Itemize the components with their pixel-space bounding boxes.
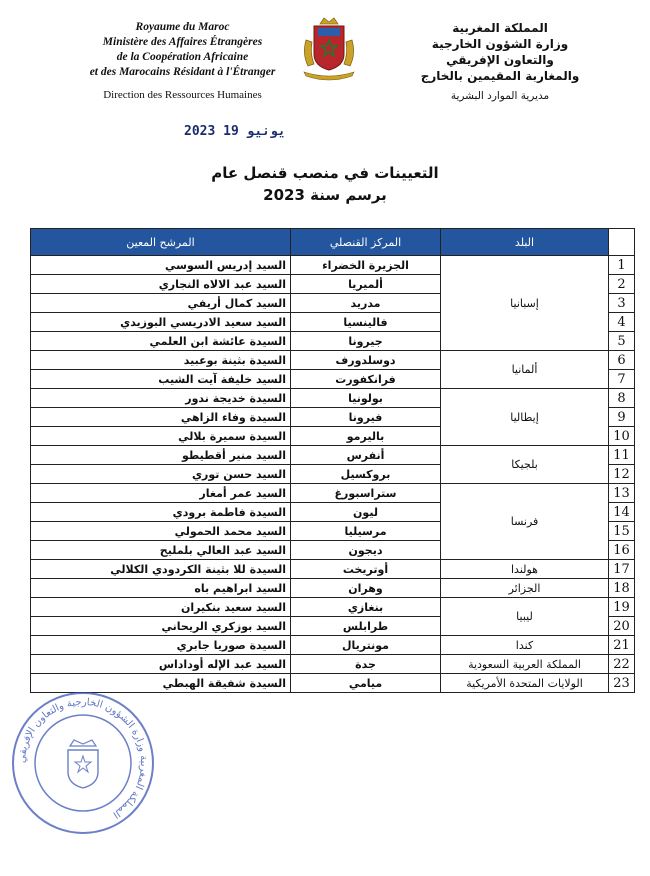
table-header-row — [31, 229, 635, 256]
consular-center-cell: باليرمو — [291, 427, 441, 446]
candidate-cell: السيدة للا بثينة الكردودي الكلالي — [31, 560, 291, 579]
date-stamp: 2023 يونيو 19 — [184, 124, 286, 139]
row-number: 17 — [609, 560, 635, 579]
candidate-cell: السيدة شفيقة الهبطي — [31, 674, 291, 693]
header-ar-cooperation: والتعاون الإفريقي — [446, 53, 554, 67]
consular-center-cell: جيرونا — [291, 332, 441, 351]
consular-center-cell: أوتريخت — [291, 560, 441, 579]
table-row — [31, 655, 635, 674]
candidate-cell: السيد سعيد الادريسي البوزيدي — [31, 313, 291, 332]
title-line-2: برسم سنة 2023 — [263, 186, 387, 204]
candidate-cell: السيد كمال أريفي — [31, 294, 291, 313]
header-ar-department: مديرية الموارد البشرية — [450, 90, 550, 102]
row-number: 11 — [609, 446, 635, 465]
row-number: 6 — [609, 351, 635, 370]
country-cell: إيطاليا — [441, 389, 609, 446]
table-row — [31, 598, 635, 617]
consular-center-cell: فيرونا — [291, 408, 441, 427]
row-number: 2 — [609, 275, 635, 294]
candidate-cell: السيدة عائشة ابن العلمي — [31, 332, 291, 351]
country-cell: المملكة العربية السعودية — [441, 655, 609, 674]
table-row — [31, 256, 635, 275]
consular-center-cell: بروكسيل — [291, 465, 441, 484]
country-cell: فرنسا — [441, 484, 609, 560]
consular-center-cell: فالينسيا — [291, 313, 441, 332]
consular-center-cell: ميامي — [291, 674, 441, 693]
country-cell: الولايات المتحدة الأمريكية — [441, 674, 609, 693]
header-ar-kingdom: المملكة المغربية — [452, 21, 548, 35]
document-title — [0, 162, 650, 206]
header-arabic-block — [410, 20, 590, 104]
row-number: 16 — [609, 541, 635, 560]
table-row — [31, 389, 635, 408]
candidate-cell: السيد عبد العالي بلمليح — [31, 541, 291, 560]
candidate-cell: السيد ابراهيم باه — [31, 579, 291, 598]
consular-center-cell: فرانكفورت — [291, 370, 441, 389]
candidate-cell: السيد منير أقطيطو — [31, 446, 291, 465]
row-number: 10 — [609, 427, 635, 446]
appointments-table — [30, 228, 635, 693]
country-cell: ليبيا — [441, 598, 609, 636]
consular-center-cell: وهران — [291, 579, 441, 598]
consular-center-cell: بولونيا — [291, 389, 441, 408]
row-number: 23 — [609, 674, 635, 693]
consular-center-cell: ألميريا — [291, 275, 441, 294]
candidate-cell: السيدة وفاء الزاهي — [31, 408, 291, 427]
candidate-cell: السيدة خديجة ندور — [31, 389, 291, 408]
row-number: 12 — [609, 465, 635, 484]
consular-center-cell: بنغازي — [291, 598, 441, 617]
official-seal-stamp — [8, 688, 158, 838]
header-country: البلد — [441, 229, 609, 256]
candidate-cell: السيدة صوريا جابري — [31, 636, 291, 655]
consular-center-cell: الجزيرة الخضراء — [291, 256, 441, 275]
candidate-cell: السيد حسن توري — [31, 465, 291, 484]
moroccan-coat-of-arms-icon — [298, 14, 360, 82]
row-number: 4 — [609, 313, 635, 332]
header-fr-ministry: Ministère des Affaires Étrangères — [102, 36, 263, 48]
row-number: 18 — [609, 579, 635, 598]
row-number: 3 — [609, 294, 635, 313]
header-center: المركز القنصلي — [291, 229, 441, 256]
candidate-cell: السيد خليفة آيت الشيب — [31, 370, 291, 389]
table-row — [31, 636, 635, 655]
country-cell: ألمانيا — [441, 351, 609, 389]
row-number: 15 — [609, 522, 635, 541]
row-number: 5 — [609, 332, 635, 351]
row-number: 13 — [609, 484, 635, 503]
country-cell: إسبانيا — [441, 256, 609, 351]
candidate-cell: السيد محمد الحمولي — [31, 522, 291, 541]
title-line-1: التعيينات في منصب قنصل عام — [211, 164, 439, 182]
row-number: 8 — [609, 389, 635, 408]
row-number: 21 — [609, 636, 635, 655]
consular-center-cell: ستراسبورغ — [291, 484, 441, 503]
country-cell: بلجيكا — [441, 446, 609, 484]
candidate-cell: السيد سعيد بنكيران — [31, 598, 291, 617]
row-number: 9 — [609, 408, 635, 427]
country-cell: كندا — [441, 636, 609, 655]
candidate-cell: السيد عبد الالاه النجاري — [31, 275, 291, 294]
header-ar-ministry: وزارة الشؤون الخارجية — [431, 37, 569, 51]
consular-center-cell: أنفرس — [291, 446, 441, 465]
country-cell: الجزائر — [441, 579, 609, 598]
header-candidate: المرشح المعين — [31, 229, 291, 256]
stamp-ring-text: المملكة المغربية وزارة الشؤون الخارجية والتعاون الإفريقي — [16, 696, 150, 820]
consular-center-cell: مونتريال — [291, 636, 441, 655]
row-number: 1 — [609, 256, 635, 275]
consular-center-cell: مدريد — [291, 294, 441, 313]
header-number — [609, 229, 635, 256]
header-fr-kingdom: Royaume du Maroc — [135, 21, 230, 33]
row-number: 7 — [609, 370, 635, 389]
candidate-cell: السيدة سميرة بلالي — [31, 427, 291, 446]
row-number: 22 — [609, 655, 635, 674]
consular-center-cell: دوسلدورف — [291, 351, 441, 370]
consular-center-cell: طرابلس — [291, 617, 441, 636]
table-row — [31, 560, 635, 579]
candidate-cell: السيد إدريس السوسي — [31, 256, 291, 275]
table-body — [31, 256, 635, 693]
candidate-cell: السيدة بثينة بوعبيد — [31, 351, 291, 370]
table-row — [31, 579, 635, 598]
header-fr-cooperation: de la Coopération Africaine — [116, 51, 249, 63]
consular-center-cell: ليون — [291, 503, 441, 522]
consular-center-cell: ديجون — [291, 541, 441, 560]
row-number: 20 — [609, 617, 635, 636]
table-row — [31, 446, 635, 465]
table-row — [31, 484, 635, 503]
consular-center-cell: جدة — [291, 655, 441, 674]
header-fr-residents: et des Marocains Résidant à l'Étranger — [89, 66, 276, 78]
candidate-cell: السيدة فاطمة برودي — [31, 503, 291, 522]
candidate-cell: السيد عمر أمغار — [31, 484, 291, 503]
row-number: 19 — [609, 598, 635, 617]
table-row — [31, 351, 635, 370]
header-fr-department: Direction des Ressources Humaines — [103, 89, 262, 101]
row-number: 14 — [609, 503, 635, 522]
candidate-cell: السيد عبد الإله أوداداس — [31, 655, 291, 674]
country-cell: هولندا — [441, 560, 609, 579]
header-french-block — [60, 20, 305, 103]
header-ar-residents: والمغاربة المقيمين بالخارج — [420, 69, 580, 83]
candidate-cell: السيد بوزكري الريحاني — [31, 617, 291, 636]
consular-center-cell: مرسيليا — [291, 522, 441, 541]
